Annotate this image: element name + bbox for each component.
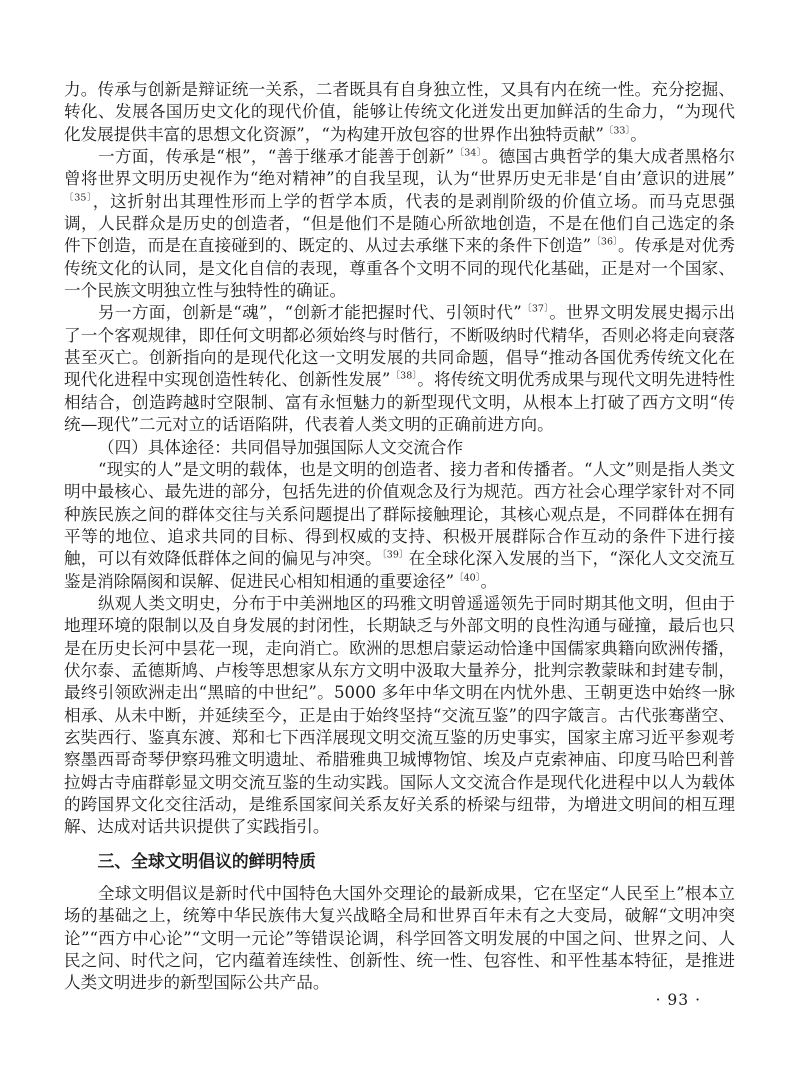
paragraph (64, 883, 735, 995)
citation-marker: 〔39〕 (381, 549, 409, 561)
text-run: 。世界文明发展史揭示出了一个客观规律，即任何文明都必须始终与时偕行，不断吸纳时代精华，否则必将走向衰落甚至灭亡。创新指向的是现代化这一文明发展的共同命题，倡导“推动各国优秀传统文化在现代化进程中实现创造性转化、创新性发展” (64, 303, 736, 390)
paragraph (64, 302, 735, 436)
paragraph (64, 459, 735, 593)
subsection-heading: （四）具体途径：共同倡导加强国际人文交流合作 (98, 437, 464, 457)
citation-marker: 〔34〕 (454, 147, 482, 159)
paragraph (64, 146, 735, 302)
text-run: 在全球化深入发展的当下，“深化人文交流互鉴是消除隔阂和误解、促进民心相知相通的重要途径” (64, 549, 736, 591)
citation-marker: 〔36〕 (591, 236, 619, 248)
citation-marker: 〔38〕 (390, 370, 418, 382)
citation-marker: 〔35〕 (64, 192, 93, 204)
section-heading: 三、全球文明倡议的鲜明特质 (97, 850, 316, 871)
citation-marker: 〔37〕 (521, 303, 550, 315)
text-run: 全球文明倡议是新时代中国特色大国外交理论的最新成果，它在坚定“人民至上”根本立场的基础之上，统筹中华民族伟大复兴战略全局和世界百年未有之大变局，破解“文明冲突论”“西方中心论”“文明一元论”等错误论调，科学回答文明发展的中国之问、世界之问、人民之问、时代之问，它内蕴着连续性、创新性、统一性、包容性、和平性基本特征，是推进人类文明进步的新型国际公共产品。 (64, 884, 735, 993)
citation-marker: 〔33〕 (603, 125, 631, 137)
text-run: 。 (630, 124, 647, 144)
text-run: 力。传承与创新是辩证统一关系，二者既具有自身独立性，又具有内在统一性。充分挖掘、转化、发展各国历史文化的现代价值，能够让传统文化迸发出更加鲜活的生命力，“为现代化发展提供丰富的思想文化资源”，“为构建开放包容的世界作出独特贡献” (64, 80, 735, 144)
article-body (64, 79, 735, 995)
text-run: 另一方面，创新是“魂”，“创新才能把握时代、引领时代” (98, 303, 522, 323)
text-run: 。德国古典哲学的集大成者黑格尔曾将世界文明历史视作为“绝对精神”的自我呈现，认为“世界历史无非是‘自由’意识的进展” (64, 147, 736, 189)
text-run: 纵观人类文明史，分布于中美洲地区的玛雅文明曾遥遥领先于同时期其他文明，但由于地理环境的限制以及自身发展的封闭性，长期缺乏与外部文明的良性沟通与碰撞，最后也只是在历史长河中昙花一现，走向消亡。欧洲的思想启蒙运动恰逢中国儒家典籍向欧洲传播，伏尔泰、孟德斯鸠、卢梭等思想家从东方文明中汲取大量养分，批判宗教蒙昧和封建专制，最终引领欧洲走出“黑暗的中世纪”。5000 多年中华文明在内忧外患、王朝更迭中始终一脉相承、从未中断，并延续至今，正是由于始终坚持“交流互鉴”的四字箴言。古代张骞凿空、玄奘西行、鉴真东渡、郑和七下西洋展现文明交流互鉴的历史事实，国家主席习近平参观考察墨西哥奇琴伊察玛雅文明遗址、希腊雅典卫城博物馆、埃及卢克索神庙、印度马哈巴利普拉姆古寺庙群彰显文明交流互鉴的生动实践。国际人文交流合作是现代化进程中以人为载体的跨国界文化交往活动，是维系国家间关系友好关系的桥梁与纽带，为增进文明间的相互理解、达成对话共识提供了实践指引。 (64, 593, 735, 837)
text-run: “现实的人”是文明的载体，也是文明的创造者、接力者和传播者。“人文”则是指人类文明中最核心、最先进的部分，包括先进的价值观念及行为规范。西方社会心理学家针对不同种族民族之间的群体交往与关系问题提出了群际接触理论，其核心观点是，不同群体在拥有平等的地位、追求共同的目标、得到权威的支持、积极开展群际合作互动的条件下进行接触，可以有效降低群体之间的偏见与冲突。 (64, 459, 735, 569)
text-run: 。将传统文明优秀成果与现代文明先进特性相结合，创造跨越时空限制、富有永恒魅力的新型现代文明，从根本上打破了西方文明“传统—现代”二元对立的话语陷阱，代表着人类文明的正确前进方向。 (64, 370, 736, 435)
text-run: 。 (480, 571, 498, 591)
citation-marker: 〔40〕 (454, 572, 481, 584)
text-run: 。传承是对优秀传统文化的认同，是文化自信的表现，尊重各个文明不同的现代化基础，正是对一个国家、一个民族文明独立性与独特性的确证。 (64, 236, 736, 301)
paragraph (64, 79, 735, 146)
text-run: 一方面，传承是“根”，“善于继承才能善于创新” (98, 147, 455, 167)
page-number: · 93 · (655, 991, 701, 1009)
paragraph (64, 593, 735, 839)
text-run: ，这折射出其理性形而上学的哲学本质，代表的是剥削阶级的价值立场。而马克思强调，人民群众是历史的创造者，“但是他们不是随心所欲地创造，不是在他们自己选定的条件下创造，而是在直接碰到的、既定的、从过去承继下来的条件下创造” (64, 191, 735, 256)
